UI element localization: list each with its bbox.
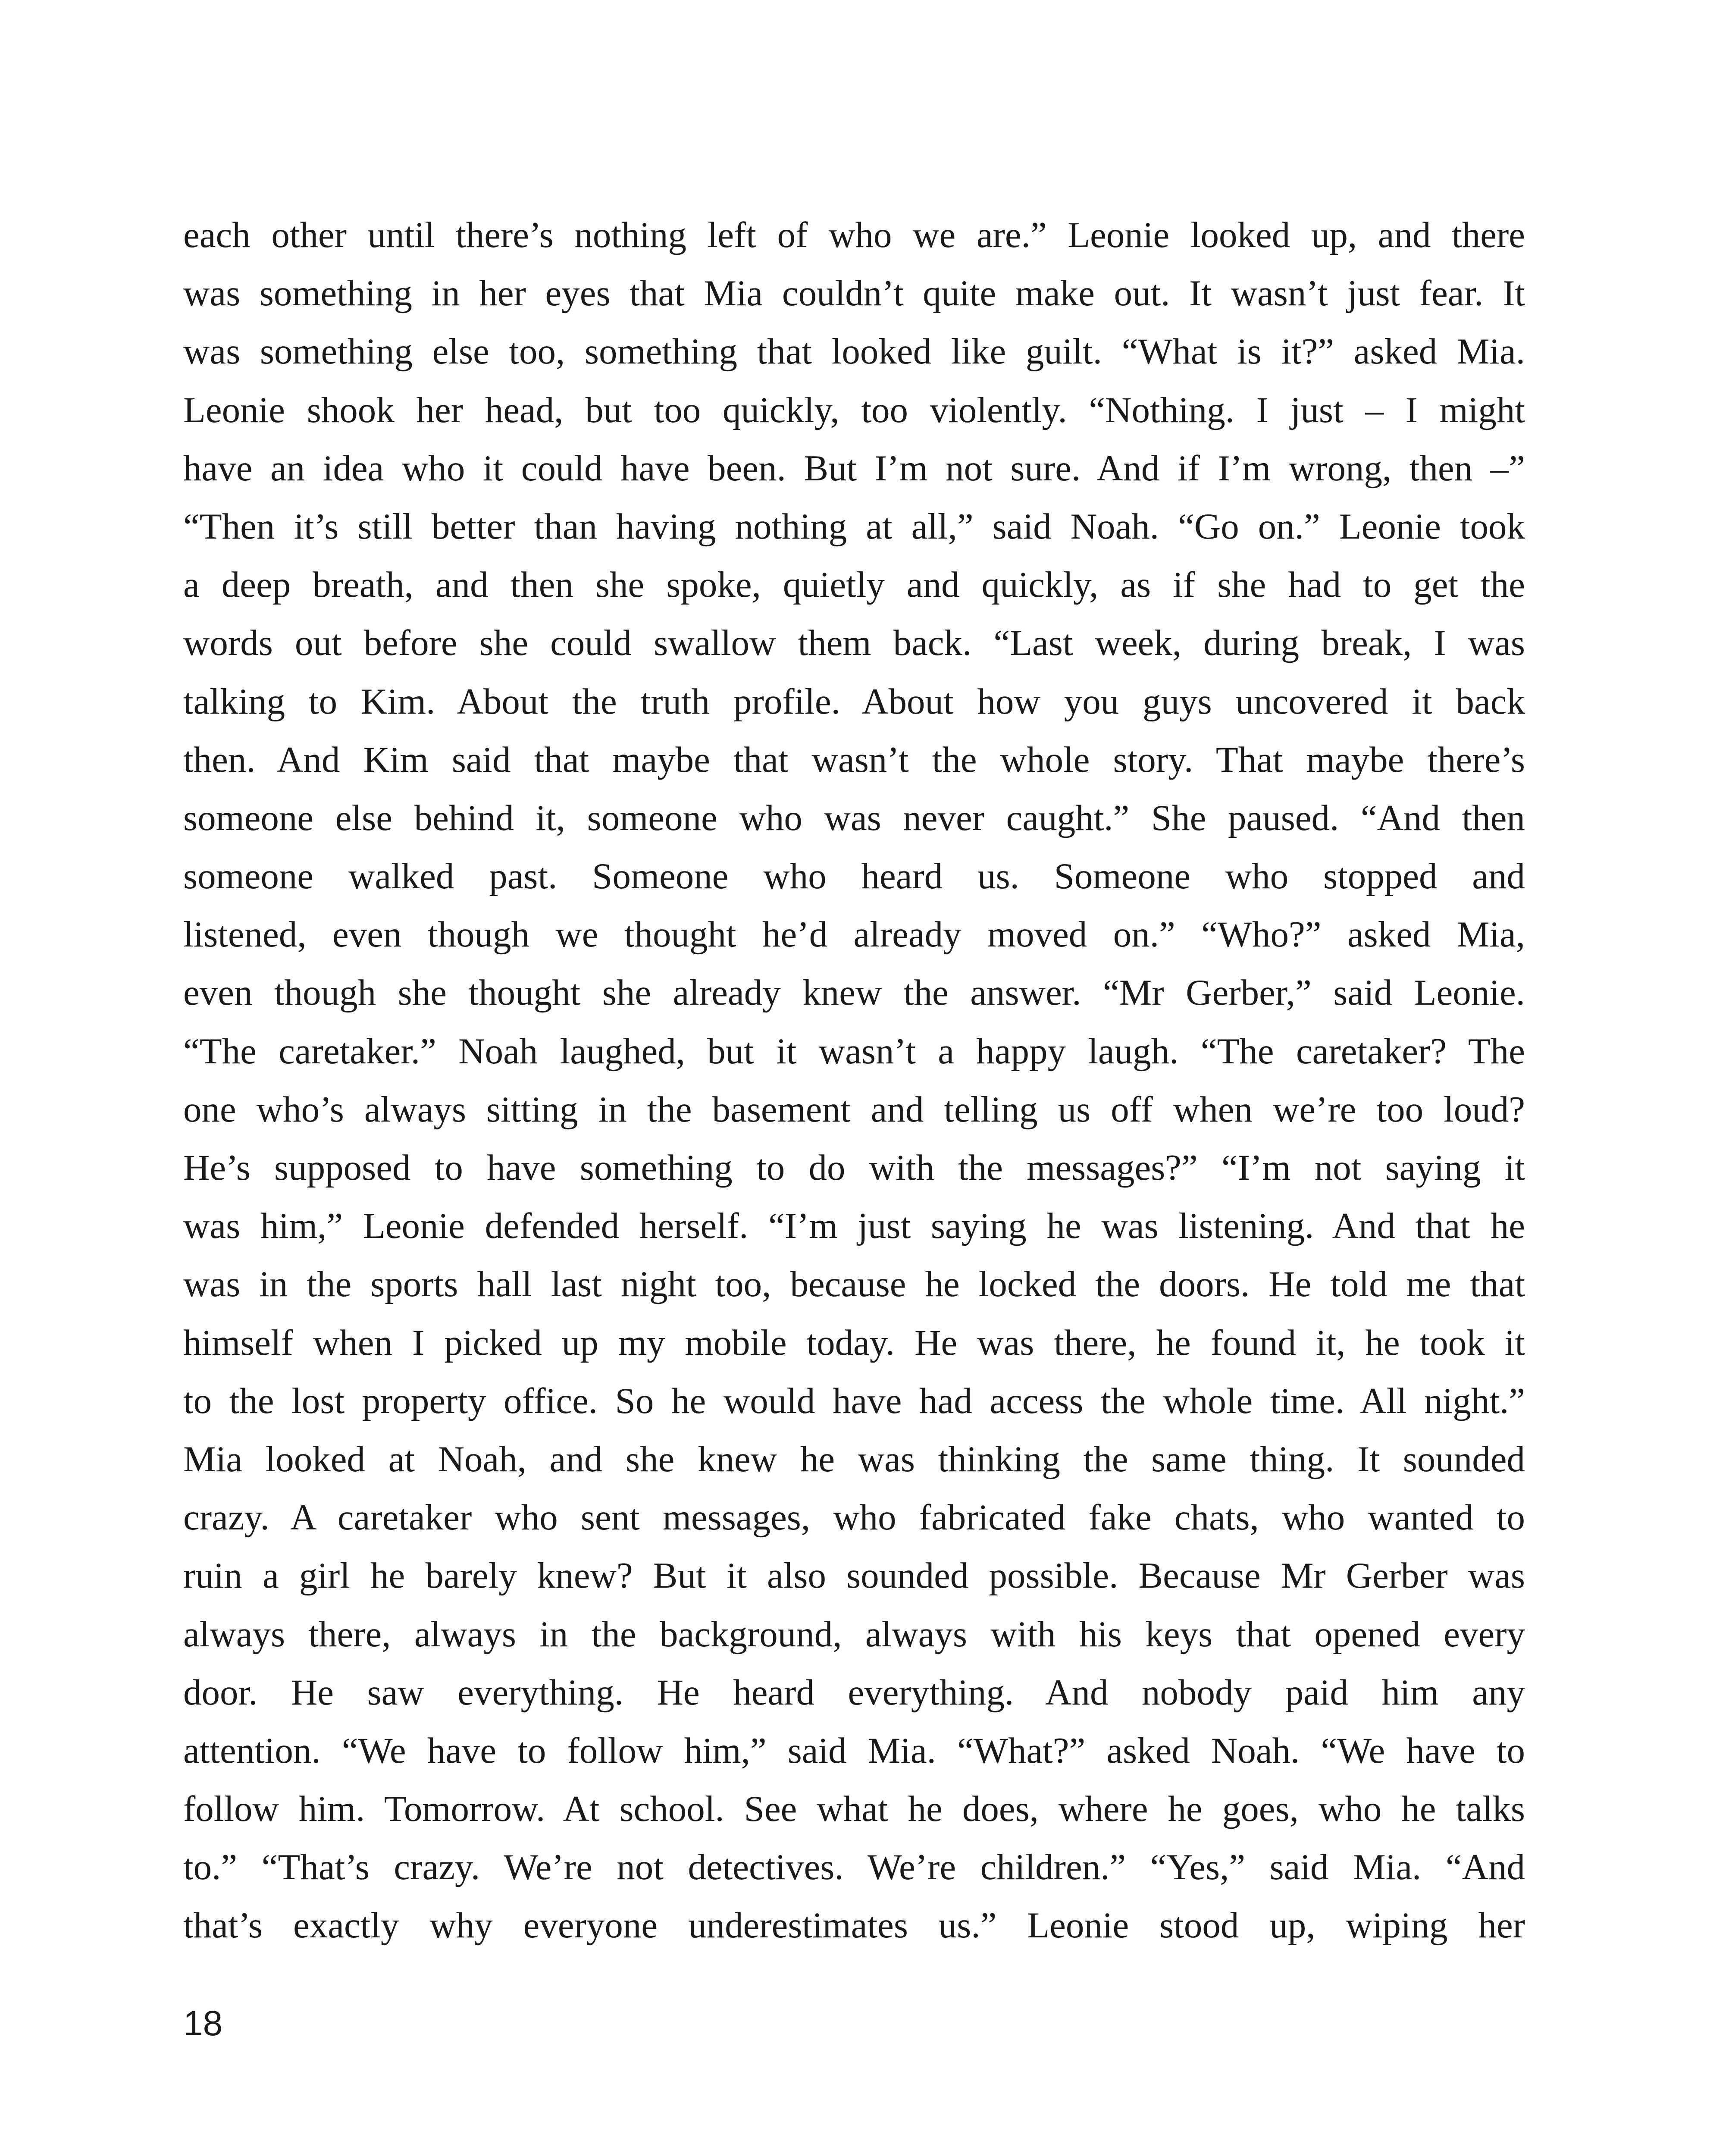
- text-line-30: that’s exactly why everyone underestimates us.” Leonie stood up, wiping her: [183, 1905, 1525, 1946]
- text-line-11: someone else behind it, someone who was never caught.” She paused. “And then: [183, 797, 1525, 838]
- text-line-16: one who’s always sitting in the basement and telling us off when we’re too loud?: [183, 1089, 1525, 1130]
- text-line-1: each other until there’s nothing left of who we are.” Leonie looked up, and there: [183, 215, 1525, 255]
- text-line-7: a deep breath, and then she spoke, quietly and quickly, as if she had to get the: [183, 564, 1525, 605]
- body-text: [183, 206, 1525, 1955]
- text-line-19: was in the sports hall last night too, because he locked the doors. He told me that: [183, 1264, 1525, 1305]
- text-line-20: himself when I picked up my mobile today. He was there, he found it, he took it: [183, 1322, 1525, 1363]
- text-line-22: Mia looked at Noah, and she knew he was thinking the same thing. It sounded: [183, 1438, 1525, 1479]
- text-line-14: even though she thought she already knew the answer. “Mr Gerber,” said Leonie.: [183, 972, 1525, 1013]
- text-line-26: door. He saw everything. He heard everything. And nobody paid him any: [183, 1672, 1525, 1713]
- text-line-6: “Then it’s still better than having nothing at all,” said Noah. “Go on.” Leonie took: [183, 506, 1525, 547]
- text-line-4: Leonie shook her head, but too quickly, too violently. “Nothing. I just – I might: [183, 389, 1525, 430]
- page-number: 18: [183, 2004, 223, 2043]
- text-line-2: was something in her eyes that Mia couldn’t quite make out. It wasn’t just fear. It: [183, 273, 1525, 314]
- text-line-3: was something else too, something that looked like guilt. “What is it?” asked Mia.: [183, 331, 1525, 372]
- text-line-25: always there, always in the background, always with his keys that opened every: [183, 1614, 1525, 1655]
- text-line-5: have an idea who it could have been. But I’m not sure. And if I’m wrong, then –”: [183, 448, 1525, 489]
- text-line-27: attention. “We have to follow him,” said Mia. “What?” asked Noah. “We have to: [183, 1730, 1525, 1771]
- text-line-8: words out before she could swallow them back. “Last week, during break, I was: [183, 623, 1525, 664]
- text-line-23: crazy. A caretaker who sent messages, who fabricated fake chats, who wanted to: [183, 1497, 1525, 1538]
- text-line-12: someone walked past. Someone who heard us. Someone who stopped and: [183, 856, 1525, 897]
- text-line-24: ruin a girl he barely knew? But it also sounded possible. Because Mr Gerber was: [183, 1555, 1525, 1596]
- text-line-10: then. And Kim said that maybe that wasn’t the whole story. That maybe there’s: [183, 739, 1525, 780]
- text-line-18: was him,” Leonie defended herself. “I’m just saying he was listening. And that he: [183, 1206, 1525, 1247]
- text-line-13: listened, even though we thought he’d already moved on.” “Who?” asked Mia,: [183, 914, 1525, 955]
- text-line-17: He’s supposed to have something to do with the messages?” “I’m not saying it: [183, 1147, 1525, 1188]
- text-line-28: follow him. Tomorrow. At school. See what he does, where he goes, who he talks: [183, 1789, 1525, 1830]
- text-line-29: to.” “That’s crazy. We’re not detectives. We’re children.” “Yes,” said Mia. “And: [183, 1847, 1525, 1888]
- text-line-21: to the lost property office. So he would have had access the whole time. All night.”: [183, 1380, 1525, 1421]
- text-line-9: talking to Kim. About the truth profile. About how you guys uncovered it back: [183, 681, 1525, 722]
- text-line-15: “The caretaker.” Noah laughed, but it wasn’t a happy laugh. “The caretaker? The: [183, 1031, 1525, 1072]
